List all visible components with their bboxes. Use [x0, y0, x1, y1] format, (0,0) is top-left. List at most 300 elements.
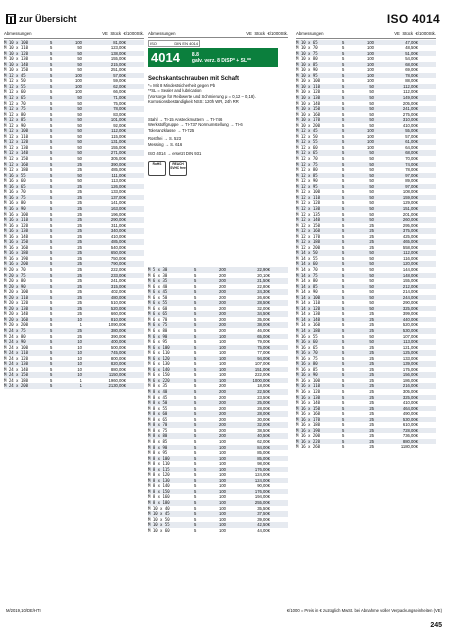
cell-pieces: 50	[77, 100, 82, 106]
cell-pieces: 50	[77, 117, 82, 123]
cell-pieces: 100	[219, 444, 226, 450]
material-link[interactable]: ISO 4014 → ersetzt DIN 931	[148, 150, 202, 156]
cell-dimension: M 16 x 110	[4, 217, 29, 223]
cell-pieces: 50	[369, 305, 374, 311]
cell-pieces: 25	[77, 255, 82, 261]
cell-dimension: M 10 x 130	[4, 56, 29, 62]
cell-pieces: 100	[219, 488, 226, 494]
cell-ve: 5	[50, 255, 53, 261]
material-link[interactable]: Messing → S. 616	[148, 142, 183, 147]
cell-pieces: 25	[369, 344, 374, 350]
cell-pieces: 100	[219, 366, 226, 372]
cell-dimension: M 10 x 85	[296, 61, 318, 67]
cell-ve: 5	[342, 266, 345, 272]
cell-price: 315,00€	[110, 283, 126, 289]
cell-price: 151,00€	[254, 366, 270, 372]
cell-price: 201,00€	[402, 211, 418, 217]
cell-price: 26,60€	[257, 294, 270, 300]
cell-price: 92,00€	[113, 122, 126, 128]
cell-ve: 5	[194, 278, 197, 284]
product-notes	[148, 83, 288, 105]
cell-price: 25,00€	[257, 400, 270, 406]
cell-dimension: M 12 x 130	[296, 205, 321, 211]
cell-dimension: M 24 x 150	[4, 372, 29, 378]
cell-ve: 5	[50, 272, 53, 278]
cell-dimension: M 6 x 150	[148, 372, 170, 378]
cell-price: 750,00€	[110, 255, 126, 261]
cell-ve: 5	[194, 499, 197, 505]
cell-pieces: 25	[369, 222, 374, 228]
cell-dimension: M 8 x 55	[148, 405, 168, 411]
cell-dimension: M 16 x 75	[4, 194, 26, 200]
cell-pieces: 100	[367, 45, 374, 51]
cell-price: 311,00€	[111, 222, 126, 228]
cell-price: 325,00€	[402, 305, 418, 311]
cell-price: 1180,00€	[400, 444, 418, 450]
cell-price: 78,00€	[405, 167, 418, 173]
cell-ve: 5	[342, 294, 345, 300]
cell-dimension: M 24 x 200	[4, 383, 29, 389]
cell-pieces: 100	[75, 89, 82, 95]
cell-ve: 5	[342, 61, 345, 67]
product-banner	[148, 48, 278, 67]
cell-price: 115,00€	[111, 133, 126, 139]
cell-ve: 5	[342, 178, 345, 184]
cell-pieces: 200	[219, 278, 226, 284]
cell-pieces: 25	[369, 244, 374, 250]
material-references	[148, 117, 288, 157]
cell-dimension: M 12 x 55	[296, 139, 318, 145]
cell-ve: 5	[50, 56, 53, 62]
cell-dimension: M 10 x 95	[296, 72, 318, 78]
table-rows	[148, 267, 288, 533]
table-row	[296, 444, 436, 450]
cell-pieces: 100	[219, 438, 226, 444]
cell-price: 305,00€	[402, 389, 418, 394]
cell-dimension: M 12 x 180	[4, 167, 29, 173]
cell-ve: 5	[50, 283, 53, 289]
cell-pieces: 25	[369, 433, 374, 439]
cell-price: 79,00€	[257, 339, 270, 345]
cell-ve: 5	[194, 433, 197, 439]
cell-price: 305,00€	[110, 156, 126, 162]
cell-dimension: M 10 x 200	[296, 122, 321, 128]
cell-pieces: 50	[77, 144, 82, 150]
cell-ve: 5	[194, 283, 197, 289]
cell-pieces: 50	[77, 139, 82, 145]
cell-dimension: M 12 x 85	[296, 172, 318, 178]
cell-ve: 5	[194, 272, 197, 278]
cell-dimension: M 10 x 75	[296, 50, 318, 56]
cell-dimension: M 24 x 80	[4, 333, 26, 339]
cell-ve: 5	[50, 61, 53, 67]
cell-ve: 5	[342, 122, 345, 128]
cell-price: 251,00€	[110, 67, 126, 73]
cell-price: 464,00€	[402, 405, 418, 411]
cell-ve: 5	[342, 89, 345, 95]
cell-dimension: M 12 x 65	[296, 150, 318, 156]
cell-pieces: 50	[369, 89, 374, 95]
cell-price: 175,00€	[402, 366, 418, 372]
material-link[interactable]: Rostfrei → S. 523	[148, 136, 182, 142]
cell-pieces: 50	[369, 106, 374, 112]
cell-ve: 5	[342, 366, 345, 372]
cell-dimension: M 8 x 130	[148, 477, 170, 483]
cell-dimension: M 12 x 80	[296, 167, 318, 173]
cell-pieces: 25	[77, 205, 82, 211]
cell-dimension: M 16 x 200	[4, 261, 29, 267]
cell-price: 32,00€	[257, 305, 270, 311]
cell-pieces: 25	[77, 311, 82, 317]
cell-pieces: 200	[219, 416, 226, 422]
cell-ve: 5	[50, 305, 53, 311]
cell-price: 22,90€	[257, 267, 270, 272]
cell-ve: 5	[194, 427, 197, 433]
cell-dimension: M 12 x 150	[4, 156, 29, 162]
cell-dimension: M 10 x 65	[296, 39, 318, 45]
note-line: **SL = Sealer and lubrication	[148, 88, 202, 94]
cell-pieces: 50	[369, 156, 374, 162]
cell-ve: 5	[342, 244, 345, 250]
cell-ve: 5	[194, 311, 197, 317]
cell-price: 530,00€	[402, 416, 418, 422]
cell-dimension: M 16 x 80	[4, 200, 26, 206]
cell-dimension: M 12 x 70	[296, 156, 318, 162]
cell-dimension: M 14 x 75	[296, 272, 318, 278]
cell-ve: 5	[342, 389, 345, 394]
cell-ve: 5	[342, 161, 345, 167]
cell-ve: 5	[50, 200, 53, 206]
cell-dimension: M 8 x 40	[148, 389, 168, 395]
cell-pieces: 25	[77, 233, 82, 239]
cell-pieces: 50	[369, 289, 374, 295]
cell-price: 214,00€	[402, 289, 418, 295]
cell-price: 241,00€	[110, 278, 126, 284]
cell-ve: 5	[50, 222, 53, 228]
cell-pieces: 50	[77, 45, 82, 51]
cell-pieces: 1	[79, 322, 82, 328]
cell-pieces: 25	[369, 322, 374, 328]
cell-ve: 5	[194, 339, 197, 345]
cell-ve: 5	[50, 156, 53, 162]
cell-pieces: 25	[77, 200, 82, 206]
cell-dimension: M 16 x 260	[296, 444, 321, 450]
cell-pieces: 100	[219, 450, 226, 456]
cell-price: 62,00€	[257, 438, 270, 444]
material-link[interactable]: Stahl → TI-15 Ansteckmuttern → TI-746	[148, 116, 223, 122]
cell-pieces: 200	[219, 294, 226, 300]
cell-dimension: M 8 x 150	[148, 488, 170, 494]
cell-price: 123,00€	[110, 45, 126, 51]
cell-pieces: 50	[369, 205, 374, 211]
cell-dimension: M 20 x 75	[4, 272, 26, 278]
cell-dimension: M 14 x 100	[296, 294, 321, 300]
cell-ve: 5	[342, 39, 345, 45]
cell-price: 54,00€	[405, 56, 418, 62]
cell-price: 233,00€	[110, 272, 126, 278]
cell-dimension: M 6 x 140	[148, 366, 170, 372]
cell-price: 295,00€	[402, 222, 418, 228]
rohs-badge: RoHS	[148, 161, 166, 176]
cell-price: 650,00€	[110, 250, 126, 256]
cell-dimension: M 12 x 50	[4, 78, 26, 84]
cell-pieces: 50	[77, 150, 82, 156]
cell-price: 275,00€	[402, 111, 418, 117]
cell-dimension: M 12 x 160	[4, 161, 29, 167]
cell-price: 66,00€	[113, 89, 126, 95]
cell-dimension: M 10 x 110	[4, 45, 29, 51]
cell-price: 241,00€	[402, 106, 418, 112]
cell-pieces: 200	[219, 427, 226, 433]
cell-dimension: M 8 x 180	[148, 499, 170, 505]
cell-pieces: 50	[77, 95, 82, 101]
cell-dimension: M 12 x 90	[296, 178, 318, 184]
cell-pieces: 50	[369, 250, 374, 256]
cell-pieces: 50	[77, 50, 82, 56]
cell-price: 212,00€	[402, 283, 418, 289]
cell-pieces: 25	[77, 261, 82, 267]
cell-dimension: M 14 x 85	[296, 283, 318, 289]
cell-pieces: 100	[367, 61, 374, 67]
cell-price: 35,50€	[257, 505, 270, 511]
cell-pieces: 50	[369, 194, 374, 200]
cell-dimension: M 6 x 40	[148, 283, 168, 289]
norm-code-din: DIN EN 4014	[174, 41, 198, 46]
cell-dimension: M 16 x 90	[4, 205, 26, 211]
cell-pieces: 10	[77, 350, 82, 356]
cell-dimension: M 10 x 70	[296, 45, 318, 51]
cell-dimension: M 12 x 55	[4, 83, 26, 89]
cell-price: 500,00€	[110, 344, 126, 350]
cell-dimension: M 14 x 160	[296, 322, 321, 328]
cell-ve: 5	[342, 167, 345, 173]
cell-price: 271,00€	[110, 150, 126, 156]
cell-dimension: M 16 x 180	[4, 250, 29, 256]
cell-pieces: 25	[369, 389, 374, 394]
cell-price: 51,00€	[405, 50, 418, 56]
cell-ve: 5	[194, 488, 197, 494]
cell-price: 40,50€	[257, 433, 270, 439]
cell-ve: 5	[342, 144, 345, 150]
cell-dimension: M 10 x 100	[4, 39, 29, 45]
cell-price: 1150,00€	[108, 372, 126, 378]
cell-price: 20,10€	[257, 272, 270, 278]
cell-dimension: M 16 x 110	[296, 383, 321, 389]
cell-price: 156,00€	[402, 372, 418, 378]
cell-dimension: M 16 x 200	[296, 433, 321, 439]
material-link[interactable]: Toleranzklasse → TI-725	[148, 127, 195, 133]
cell-dimension: M 10 x 60	[148, 527, 170, 533]
back-to-overview-link[interactable]	[6, 14, 77, 24]
cell-ve: 5	[194, 472, 197, 478]
cell-price: 375,00€	[402, 228, 418, 234]
cell-ve: 5	[342, 117, 345, 123]
cell-ve: 5	[50, 133, 53, 139]
cell-price: 222,00€	[254, 372, 270, 378]
cell-pieces: 100	[219, 477, 226, 483]
cell-pieces: 25	[369, 355, 374, 361]
cell-pieces: 25	[369, 316, 374, 322]
page-header	[0, 0, 452, 30]
cell-dimension: M 16 x 150	[296, 405, 321, 411]
cell-pieces: 50	[369, 167, 374, 173]
cell-pieces: 200	[219, 422, 226, 428]
cell-price: 34,50€	[257, 311, 270, 317]
cell-pieces: 1	[79, 383, 82, 389]
finish-label: galv. verz. 8 DiSP* + SL**	[191, 57, 251, 64]
cell-pieces: 25	[369, 405, 374, 411]
cell-price: 425,00€	[402, 233, 418, 239]
cell-pieces: 200	[219, 300, 226, 306]
cell-dimension: M 20 x 110	[4, 294, 29, 300]
cell-price: 116,00€	[403, 255, 418, 261]
cell-dimension: M 6 x 50	[148, 294, 168, 300]
cell-pieces: 50	[369, 272, 374, 278]
cell-price: 46,00€	[257, 328, 270, 334]
cell-ve: 5	[50, 311, 53, 317]
cell-dimension: M 16 x 140	[4, 233, 29, 239]
cell-ve: 5	[342, 261, 345, 267]
table-rows	[296, 40, 436, 450]
table-column-2	[148, 267, 288, 533]
header-dimensions: Abmessungen	[148, 31, 176, 36]
cell-ve: 5	[342, 83, 345, 89]
cell-price: 65,00€	[257, 333, 270, 339]
cell-dimension: M 16 x 65	[4, 183, 26, 189]
cell-dimension: M 12 x 140	[296, 217, 321, 223]
cell-dimension: M 12 x 80	[4, 111, 26, 117]
cell-price: 141,00€	[110, 200, 126, 206]
footer-price-note: €/1000 = Preis in € zuzüglich MwSt. bei Abnahme voller Verpackungseinheiten (VE)	[286, 608, 442, 613]
cell-ve: 5	[50, 383, 53, 389]
cell-dimension: M 8 x 80	[148, 433, 168, 439]
cell-pieces: 25	[77, 211, 82, 217]
cell-pieces: 100	[219, 333, 226, 339]
cell-dimension: M 12 x 60	[4, 89, 26, 95]
cell-ve: 5	[50, 344, 53, 350]
cell-pieces: 25	[369, 228, 374, 234]
cell-pieces: 50	[77, 128, 82, 134]
cell-dimension: M 12 x 120	[296, 200, 321, 206]
cell-pieces: 25	[369, 366, 374, 372]
cell-price: 124,00€	[254, 472, 270, 478]
cell-ve: 5	[342, 200, 345, 206]
cell-price: 216,00€	[402, 383, 418, 389]
cell-pieces: 100	[367, 144, 374, 150]
cell-dimension: M 12 x 160	[296, 228, 321, 234]
cell-price: 390,00€	[110, 161, 126, 167]
cell-ve: 5	[50, 355, 53, 361]
cell-pieces: 100	[219, 522, 226, 528]
cell-dimension: M 8 x 45	[148, 394, 168, 400]
cell-ve: 5	[342, 411, 345, 417]
page-title: ISO 4014	[386, 12, 440, 26]
cell-price: 113,00€	[111, 178, 126, 184]
cell-ve: 5	[50, 144, 53, 150]
cell-price: 38,50€	[257, 427, 270, 433]
cell-dimension: M 8 x 70	[148, 422, 168, 428]
table-header	[296, 31, 436, 39]
cell-ve: 5	[50, 100, 53, 106]
cell-pieces: 100	[367, 133, 374, 139]
cell-ve: 5	[50, 178, 53, 184]
header-price: €/1000Stk.	[123, 31, 144, 36]
cell-pieces: 100	[219, 461, 226, 467]
cell-price: 480,00€	[110, 294, 126, 300]
cell-dimension: M 14 x 110	[296, 300, 321, 306]
cell-price: 85,00€	[257, 450, 270, 456]
cell-pieces: 200	[219, 322, 226, 328]
cell-dimension: M 12 x 110	[296, 194, 321, 200]
cell-pieces: 25	[77, 250, 82, 256]
cell-dimension: M 12 x 85	[4, 117, 26, 123]
cell-dimension: M 6 x 90	[148, 333, 168, 339]
cell-dimension: M 8 x 110	[148, 461, 170, 467]
cell-dimension: M 16 x 130	[4, 228, 29, 234]
cell-price: 138,00€	[110, 50, 126, 56]
cell-price: 47,00€	[405, 39, 418, 45]
cell-price: 137,00€	[110, 194, 126, 200]
cell-price: 131,00€	[110, 139, 126, 145]
cell-pieces: 200	[219, 411, 226, 417]
cell-pieces: 25	[369, 361, 374, 367]
cell-pieces: 50	[369, 111, 374, 117]
cell-price: 107,00€	[254, 361, 270, 367]
cell-price: 310,00€	[402, 117, 418, 123]
cell-dimension: M 16 x 150	[4, 239, 29, 245]
cell-pieces: 100	[219, 339, 226, 345]
cell-dimension: M 24 x 130	[4, 361, 29, 367]
cell-price: 155,00€	[110, 144, 126, 150]
cell-price: 39,00€	[257, 516, 270, 522]
cell-price: 510,00€	[110, 300, 126, 306]
cell-ve: 5	[50, 372, 53, 378]
cell-pieces: 10	[77, 361, 82, 367]
cell-pieces: 50	[369, 255, 374, 261]
cell-price: 194,00€	[254, 494, 270, 500]
cell-ve: 5	[50, 211, 53, 217]
cell-dimension: M 20 x 200	[4, 322, 29, 328]
cell-price: 124,00€	[254, 477, 270, 483]
cell-pieces: 10	[77, 355, 82, 361]
cell-ve: 5	[50, 78, 53, 84]
cell-price: 18,00€	[257, 383, 270, 389]
cell-pieces: 25	[369, 444, 374, 450]
cell-price: 30,00€	[257, 416, 270, 422]
cell-ve: 5	[342, 311, 345, 317]
cell-pieces: 10	[77, 344, 82, 350]
cell-pieces: 100	[367, 78, 374, 84]
cell-pieces: 200	[219, 389, 226, 395]
cell-dimension: M 12 x 150	[296, 222, 321, 228]
cell-price: 89,00€	[405, 178, 418, 184]
norm-code: ISO	[150, 41, 157, 46]
cell-price: 90,00€	[257, 483, 270, 489]
cell-price: 530,00€	[402, 327, 418, 333]
cell-ve: 5	[342, 139, 345, 145]
cell-ve: 5	[342, 222, 345, 228]
cell-ve: 5	[50, 316, 53, 322]
cell-ve: 5	[50, 122, 53, 128]
cell-price: 94,00€	[257, 355, 270, 361]
cell-price: 75,00€	[257, 344, 270, 350]
cell-price: 540,00€	[110, 244, 126, 250]
cell-price: 120,00€	[402, 261, 418, 267]
cell-dimension: M 10 x 45	[148, 511, 170, 517]
cell-price: 196,00€	[110, 211, 126, 217]
cell-price: 44,00€	[257, 527, 270, 533]
material-link[interactable]: Werkstoffgruppe → TI-737 Normumstellung → TI-6	[148, 122, 243, 128]
